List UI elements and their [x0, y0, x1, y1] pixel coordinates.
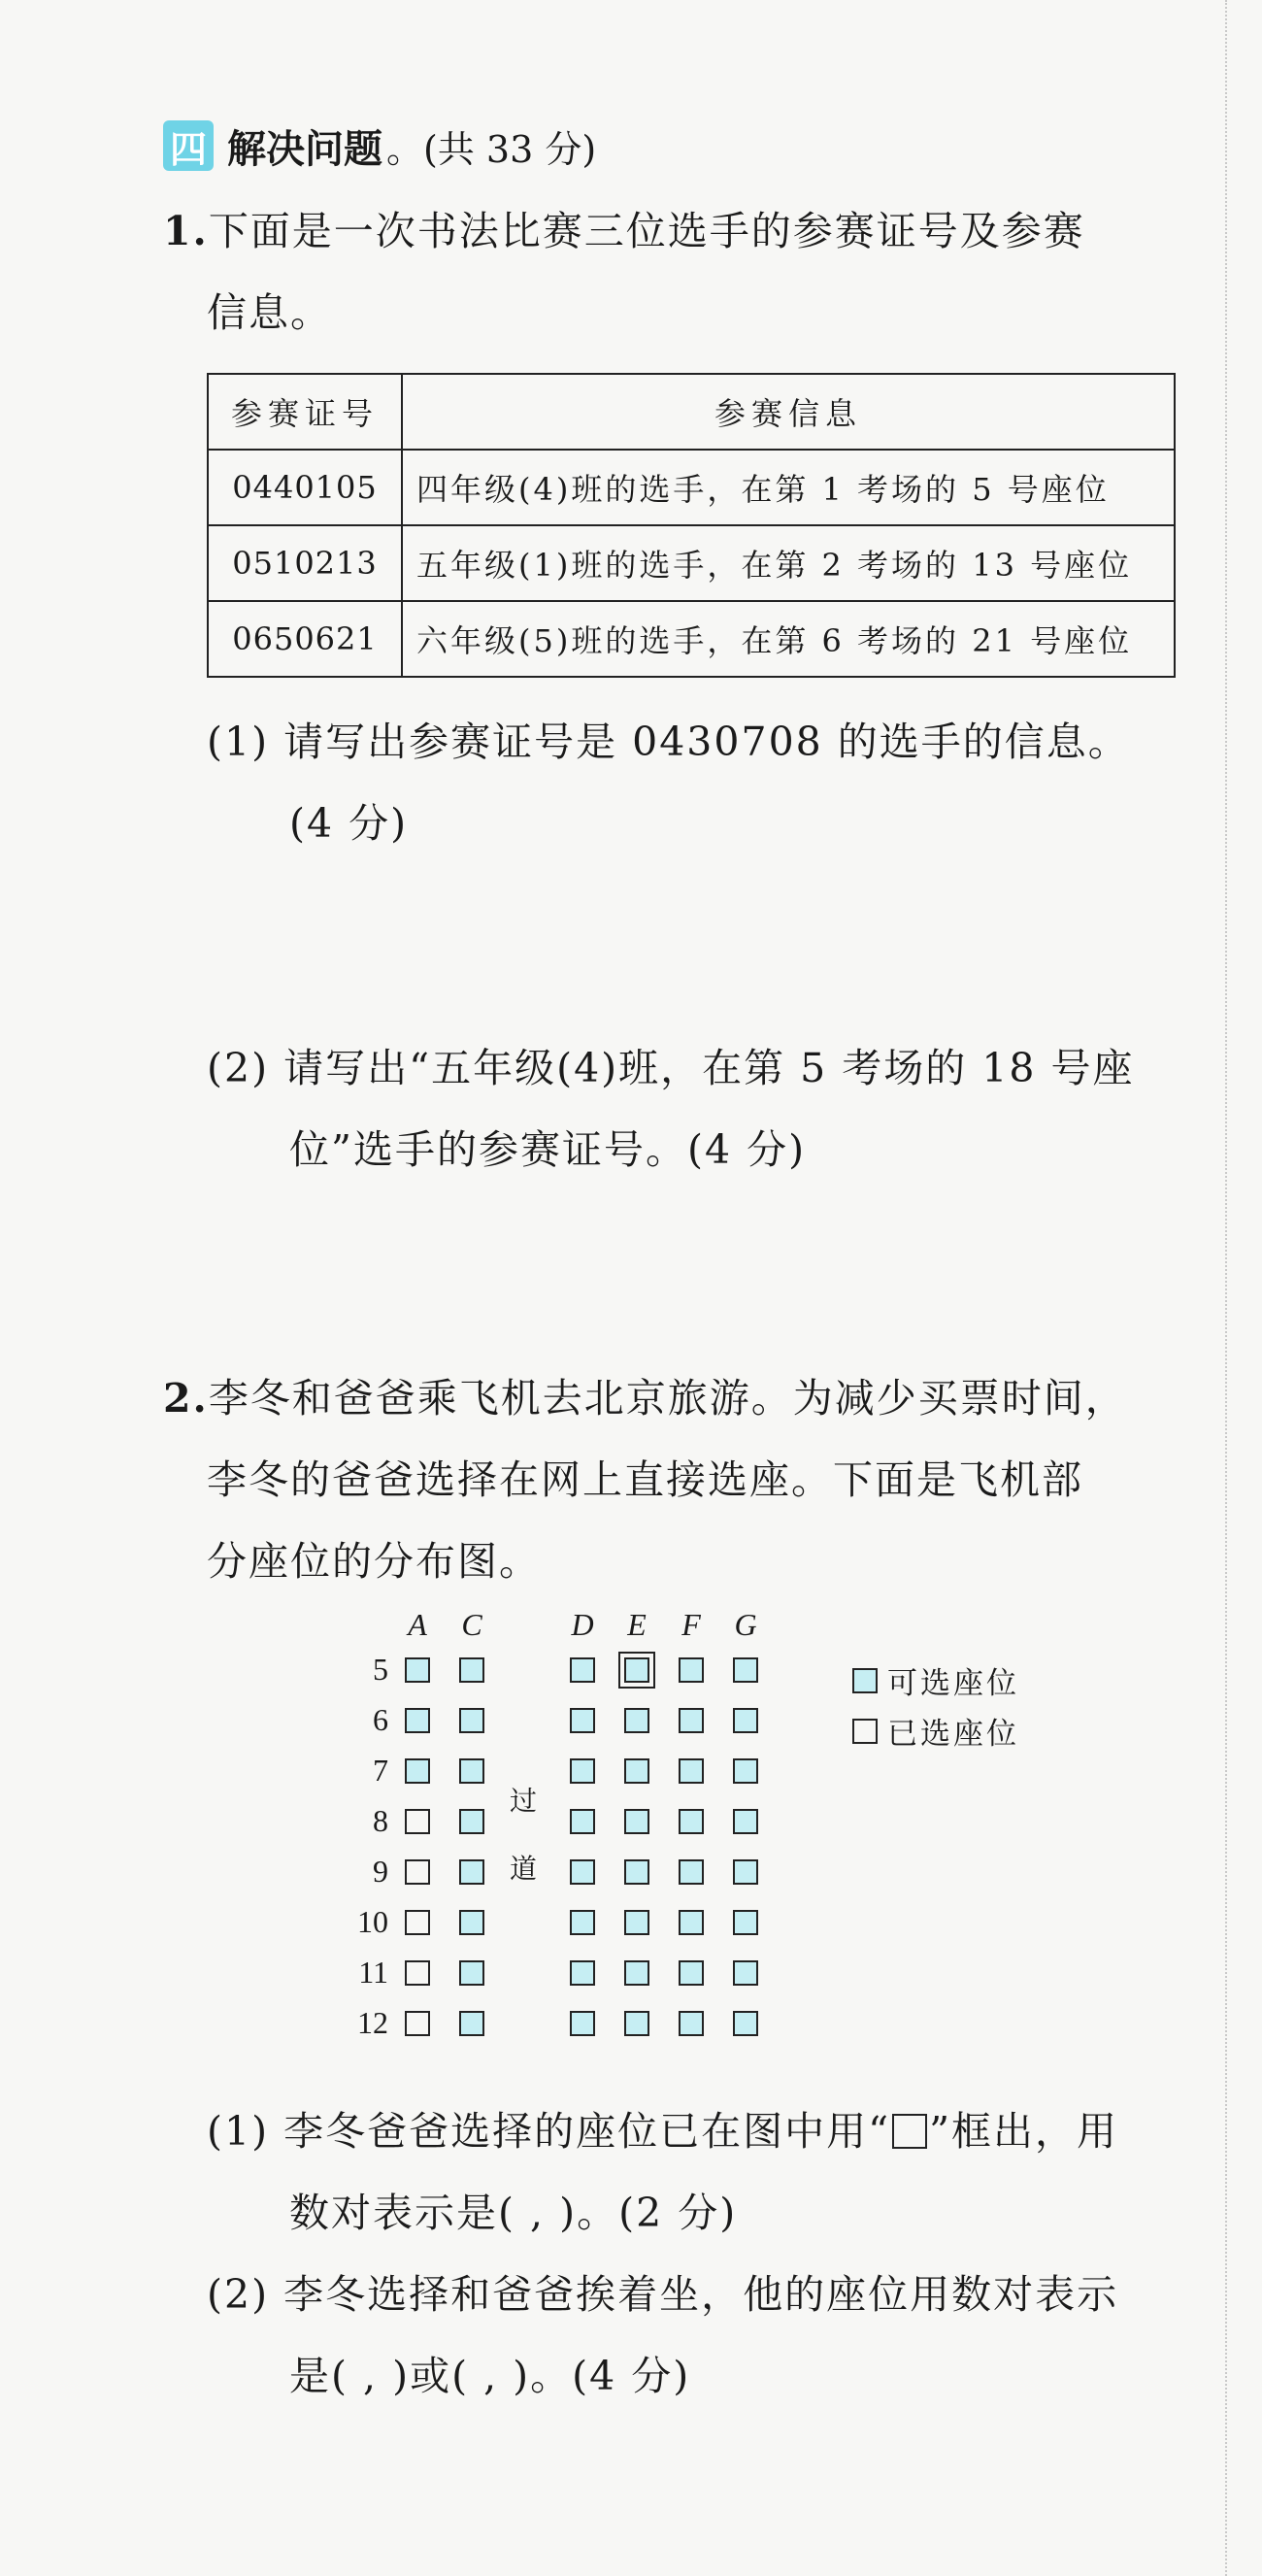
- page-edge-dotted-line: [1225, 0, 1227, 2576]
- seat-A10: [405, 1910, 430, 1935]
- seat-frame-symbol: [892, 2114, 927, 2149]
- q2-sub2-line1: (2) 李冬选择和爸爸挨着坐，他的座位用数对表示: [207, 2271, 1119, 2318]
- q2-sub1-line1: (1) 李冬爸爸选择的座位已在图中用“ ”框出，用: [207, 2108, 1119, 2155]
- column-label: A: [408, 1607, 427, 1642]
- seat-C10: [459, 1910, 484, 1935]
- legend-taken: [852, 1709, 1019, 1753]
- seat-E8: [624, 1809, 649, 1834]
- seat-G6: [733, 1708, 758, 1733]
- seat-D8: [570, 1809, 595, 1834]
- seat-G5: [733, 1657, 758, 1683]
- section-badge: 四: [163, 120, 214, 171]
- seat-C11: [459, 1960, 484, 1986]
- section-title: 解决问题: [227, 126, 382, 172]
- row-label: 7: [373, 1753, 388, 1788]
- seat-E9: [624, 1859, 649, 1885]
- seat-E11: [624, 1960, 649, 1986]
- seat-G11: [733, 1960, 758, 1986]
- legend-available: [852, 1658, 1019, 1702]
- seat-D10: [570, 1910, 595, 1935]
- seat-A11: [405, 1960, 430, 1986]
- seat-A6: [405, 1708, 430, 1733]
- seat-E12: [624, 2011, 649, 2036]
- seat-D11: [570, 1960, 595, 1986]
- seat-A8: [405, 1809, 430, 1834]
- table-header-code: 参赛证号: [208, 374, 402, 450]
- q2-sub2-line2: 是( , )或( , )。(4 分): [289, 2353, 691, 2399]
- seat-F8: [679, 1809, 704, 1834]
- q2-number: 2.: [163, 1375, 209, 1422]
- seat-A5: [405, 1657, 430, 1683]
- seat-C12: [459, 2011, 484, 2036]
- seat-G12: [733, 2011, 758, 2036]
- column-label: C: [461, 1607, 482, 1642]
- table-cell-code: 0440105: [208, 450, 402, 525]
- row-label: 10: [357, 1904, 388, 1939]
- seat-D9: [570, 1859, 595, 1885]
- seat-D5: [570, 1657, 595, 1683]
- seat-G7: [733, 1758, 758, 1784]
- row-label: 12: [357, 2005, 388, 2040]
- seat-F5: [679, 1657, 704, 1683]
- column-label: F: [681, 1607, 701, 1642]
- q1-number: 1.: [163, 208, 209, 254]
- table-cell-info: 六年级(5)班的选手，在第 6 考场的 21 号座位: [402, 601, 1175, 677]
- q1-sub1-line1: (1) 请写出参赛证号是 0430708 的选手的信息。: [207, 719, 1130, 765]
- row-label: 6: [373, 1702, 388, 1737]
- aisle-label: 过: [510, 1785, 538, 1817]
- table-row: [208, 525, 1175, 601]
- column-label: E: [627, 1607, 647, 1642]
- seat-D7: [570, 1758, 595, 1784]
- seat-F7: [679, 1758, 704, 1784]
- q1-line2: 信息。: [207, 289, 332, 336]
- q2-line3: 分座位的分布图。: [207, 1538, 541, 1585]
- table-cell-code: 0650621: [208, 601, 402, 677]
- section-score: 。(共 33 分): [386, 127, 597, 171]
- table-cell-code: 0510213: [208, 525, 402, 601]
- table-row: [208, 450, 1175, 525]
- seat-E5: [624, 1657, 649, 1683]
- q2-sub1-line2: 数对表示是( , )。(2 分): [289, 2190, 738, 2236]
- column-label: G: [734, 1607, 757, 1642]
- seat-G9: [733, 1859, 758, 1885]
- seat-map: [320, 1607, 806, 2054]
- q2-line2: 李冬的爸爸选择在网上直接选座。下面是飞机部: [207, 1456, 1083, 1503]
- table-row: [208, 601, 1175, 677]
- seat-F11: [679, 1960, 704, 1986]
- seat-C7: [459, 1758, 484, 1784]
- legend-taken-label: 已选座位: [887, 1717, 1019, 1752]
- aisle-label: 道: [510, 1853, 538, 1885]
- seat-A7: [405, 1758, 430, 1784]
- seat-A9: [405, 1859, 430, 1885]
- entry-info-table: [207, 373, 1176, 678]
- seat-F6: [679, 1708, 704, 1733]
- table-header-info: 参赛信息: [402, 374, 1175, 450]
- seat-E10: [624, 1910, 649, 1935]
- seat-C6: [459, 1708, 484, 1733]
- seat-C5: [459, 1657, 484, 1683]
- seat-D12: [570, 2011, 595, 2036]
- row-label: 8: [373, 1803, 388, 1838]
- seat-G8: [733, 1809, 758, 1834]
- legend-taken-swatch: [852, 1719, 878, 1744]
- seat-D6: [570, 1708, 595, 1733]
- table-cell-info: 五年级(1)班的选手，在第 2 考场的 13 号座位: [402, 525, 1175, 601]
- seat-F12: [679, 2011, 704, 2036]
- row-label: 11: [358, 1955, 388, 1990]
- q1-sub1-line2: (4 分): [289, 800, 409, 847]
- row-label: 9: [373, 1854, 388, 1889]
- seat-C8: [459, 1809, 484, 1834]
- q2-line1: [163, 1369, 1127, 1427]
- q1-line1: [163, 202, 1085, 260]
- seat-A12: [405, 2011, 430, 2036]
- q1-sub2-line1: (2) 请写出“五年级(4)班，在第 5 考场的 18 号座: [207, 1045, 1135, 1091]
- table-cell-info: 四年级(4)班的选手，在第 1 考场的 5 号座位: [402, 450, 1175, 525]
- q2-text1: 李冬和爸爸乘飞机去北京旅游。为减少买票时间，: [208, 1375, 1127, 1422]
- seat-C9: [459, 1859, 484, 1885]
- section-header: [163, 115, 596, 177]
- seat-F9: [679, 1859, 704, 1885]
- legend-available-swatch: [852, 1668, 878, 1693]
- seat-G10: [733, 1910, 758, 1935]
- q1-sub2-line2: 位”选手的参赛证号。(4 分): [289, 1126, 807, 1173]
- q1-text1: 下面是一次书法比赛三位选手的参赛证号及参赛: [208, 208, 1085, 254]
- row-label: 5: [373, 1652, 388, 1687]
- column-label: D: [571, 1607, 594, 1642]
- seat-E7: [624, 1758, 649, 1784]
- legend-available-label: 可选座位: [887, 1666, 1019, 1701]
- seat-E6: [624, 1708, 649, 1733]
- seat-F10: [679, 1910, 704, 1935]
